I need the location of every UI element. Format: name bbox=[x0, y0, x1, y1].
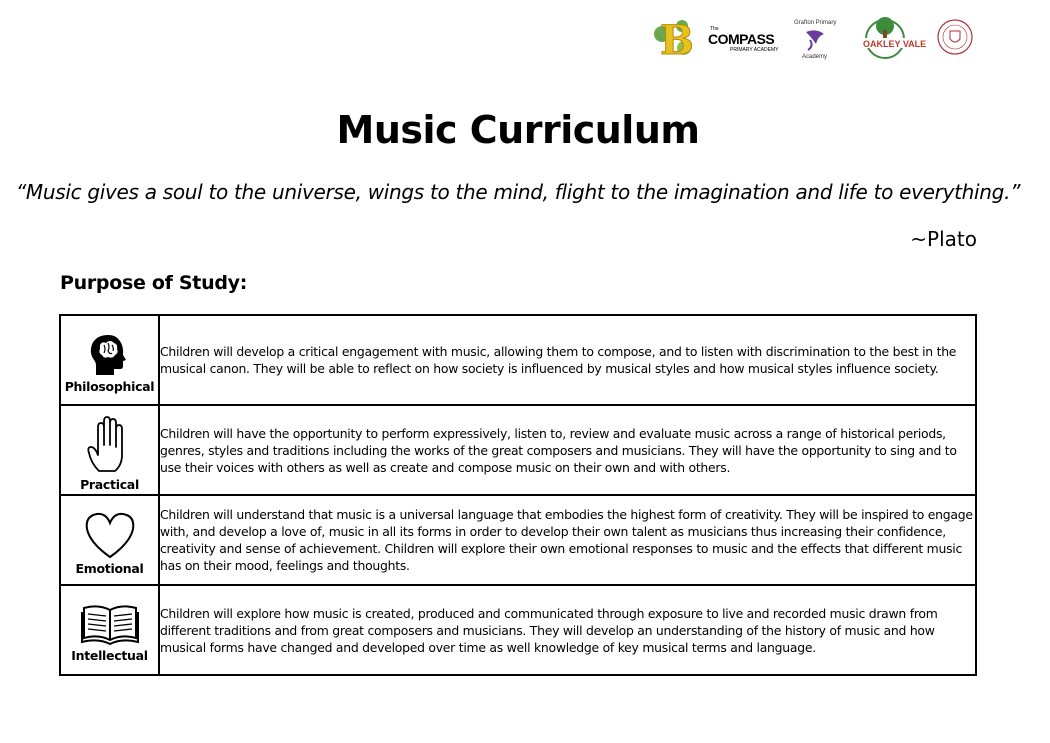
grafton-logo-icon bbox=[792, 14, 836, 60]
purpose-heading: Purpose of Study: bbox=[60, 272, 247, 294]
compass-logo-sub: PRIMARY ACADEMY bbox=[730, 47, 779, 53]
b-logo-icon bbox=[648, 14, 696, 64]
plato-quote: “Music gives a soul to the universe, wings to the mind, flight to the imagination and life to everything.” bbox=[15, 180, 1021, 204]
table-row-emotional bbox=[60, 495, 976, 585]
head-brain-icon bbox=[88, 333, 132, 377]
table-row-practical bbox=[60, 405, 976, 495]
row-text-philosophical: Children will develop a critical engagement with music, allowing them to compose, and to listen with discrimination to the best in the musical canon. They will be able to reflect on how society is influenced by musical styles and how musical styles influence society. bbox=[159, 315, 976, 405]
table-row-intellectual bbox=[60, 585, 976, 675]
row-label-philosophical: Philosophical bbox=[64, 378, 155, 394]
purpose-table bbox=[59, 314, 977, 676]
oakley-vale-logo-icon bbox=[860, 14, 927, 60]
icon-cell bbox=[60, 315, 159, 405]
icon-cell bbox=[60, 405, 159, 495]
table-row-philosophical bbox=[60, 315, 976, 405]
hand-icon bbox=[85, 415, 135, 475]
oakley-logo-text: OAKLEY VALE bbox=[863, 39, 927, 49]
school-logos bbox=[648, 14, 978, 64]
grafton-logo-sub: Academy bbox=[802, 54, 828, 60]
row-label-emotional: Emotional bbox=[75, 560, 144, 576]
open-book-icon bbox=[80, 604, 140, 646]
row-text-emotional: Children will understand that music is a universal language that embodies the highest form of creativity. They will be inspired to engage with, and develop a love of, music in all its forms in order to develop their own talent as musicians thus increasing their confidence, creativity and sense of achievement. Children will explore their own emotional responses to music and the effects that different music has on their mood, feelings and thoughts. bbox=[159, 495, 976, 585]
compass-logo-text: COMPASS bbox=[708, 31, 775, 47]
compass-logo-icon bbox=[708, 24, 779, 54]
quote-author: ~Plato bbox=[910, 227, 977, 251]
round-crest-logo-icon bbox=[936, 18, 974, 56]
heart-icon bbox=[84, 511, 136, 559]
icon-cell bbox=[60, 495, 159, 585]
icon-cell bbox=[60, 585, 159, 675]
row-text-practical: Children will have the opportunity to perform expressively, listen to, review and evaluate music across a range of historical periods, genres, styles and traditions including the works of the great composers and musicians. They will have the opportunity to sing and to use their voices with others as well as create and compose music on their own and with others. bbox=[159, 405, 976, 495]
page-title: Music Curriculum bbox=[336, 108, 700, 152]
row-label-practical: Practical bbox=[80, 476, 139, 492]
grafton-logo-text: Grafton Primary bbox=[794, 20, 837, 26]
row-text-intellectual: Children will explore how music is created, produced and communicated through exposure to live and recorded music drawn from different traditions and from great composers and musicians. They will develop an understanding of the history of music and how musical forms have changed and developed over time as well knowledge of key musical terms and language. bbox=[159, 585, 976, 675]
b-logo-letter: B bbox=[660, 17, 694, 64]
row-label-intellectual: Intellectual bbox=[71, 647, 148, 663]
compass-logo-pre: The bbox=[710, 26, 719, 32]
